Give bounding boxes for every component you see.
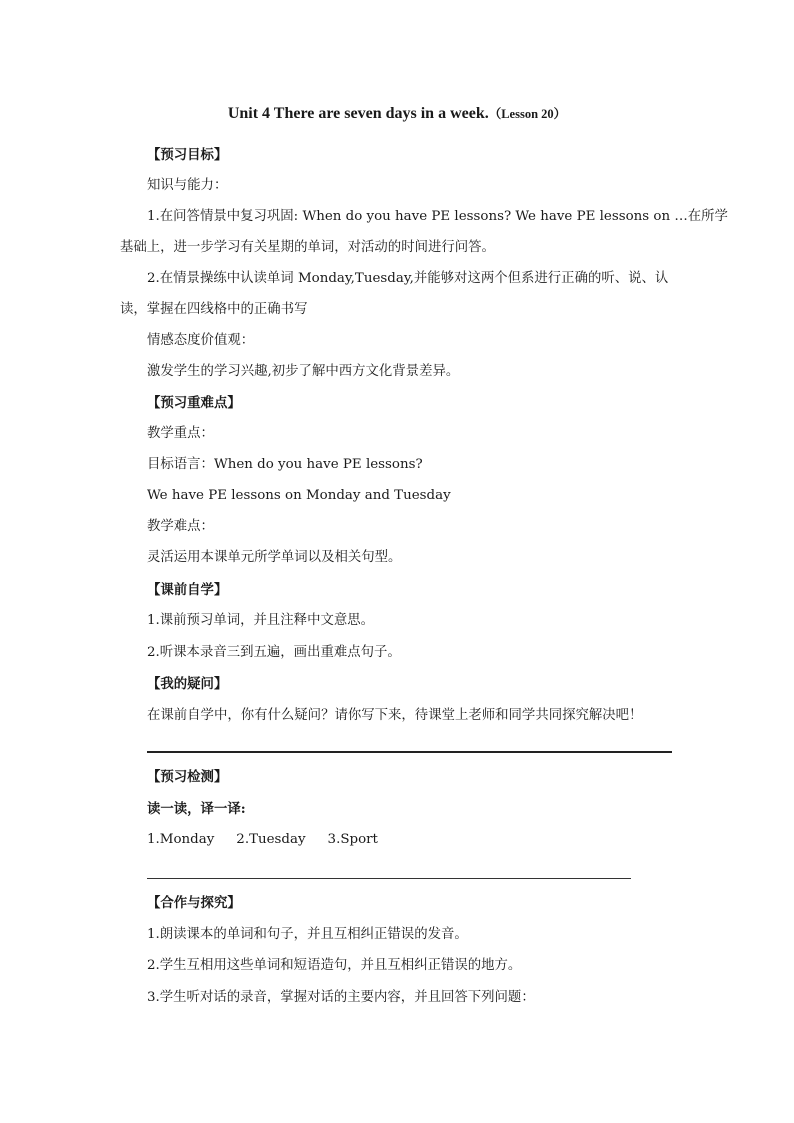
difficulty-text: 灵活运用本课单元所学单词以及相关句型。 <box>147 550 402 565</box>
goal-item-1-line-1: 1.在问答情景中复习巩固: When do you have PE lessons? We have PE lessons on …在所学 <box>147 209 728 224</box>
target-language: 目标语言：When do you have PE lessons? <box>147 457 423 472</box>
goal-item-1-line-2: 基础上，进一步学习有关星期的单词，对活动的时间进行问答。 <box>120 240 495 255</box>
focus-label: 教学重点： <box>147 426 214 441</box>
questions-heading: 【我的疑问】 <box>147 676 228 692</box>
goals-heading: 【预习目标】 <box>147 147 228 163</box>
attitude-label: 情感态度价值观： <box>147 333 255 348</box>
word-item: 3.Sport <box>327 832 378 847</box>
title-main: Unit 4 There are seven days in a week. <box>227 105 489 122</box>
word-item: 1.Monday <box>147 832 215 847</box>
target-answer: We have PE lessons on Monday and Tuesday <box>147 488 451 503</box>
cooperation-item-3: 3.学生听对话的录音，掌握对话的主要内容，并且回答下列问题： <box>147 990 535 1005</box>
difficulty-label: 教学难点： <box>147 519 214 534</box>
check-instruction: 读一读，译一译: <box>147 801 246 817</box>
attitude-text: 激发学生的学习兴趣,初步了解中西方文化背景差异。 <box>147 364 460 379</box>
title-lesson: （Lesson 20） <box>488 107 567 121</box>
self-study-item-1: 1.课前预习单词，并且注释中文意思。 <box>147 613 375 628</box>
self-study-heading: 【课前自学】 <box>147 582 228 598</box>
word-item: 2.Tuesday <box>236 832 306 847</box>
cooperation-item-1: 1.朗读课本的单词和句子，并且互相纠正错误的发音。 <box>147 927 468 942</box>
cooperation-item-2: 2.学生互相用这些单词和短语造句，并且互相纠正错误的地方。 <box>147 958 522 973</box>
answer-line-thin <box>147 878 631 879</box>
self-study-item-2: 2.听课本录音三到五遍，画出重难点句子。 <box>147 645 401 660</box>
knowledge-label: 知识与能力： <box>147 178 228 193</box>
answer-line-thick <box>147 751 672 753</box>
check-heading: 【预习检测】 <box>147 769 228 785</box>
goal-item-2-line-2: 读，掌握在四线格中的正确书写 <box>120 302 308 317</box>
check-words <box>147 830 400 850</box>
key-points-heading: 【预习重难点】 <box>147 395 241 411</box>
cooperation-heading: 【合作与探究】 <box>147 895 241 911</box>
page-title <box>0 104 794 123</box>
goal-item-2-line-1: 2.在情景操练中认读单词 Monday,Tuesday,并能够对这两个但系进行正确的听、说、认 <box>147 271 669 286</box>
questions-text: 在课前自学中，你有什么疑问？请你写下来，待课堂上老师和同学共同探究解决吧！ <box>147 708 643 723</box>
